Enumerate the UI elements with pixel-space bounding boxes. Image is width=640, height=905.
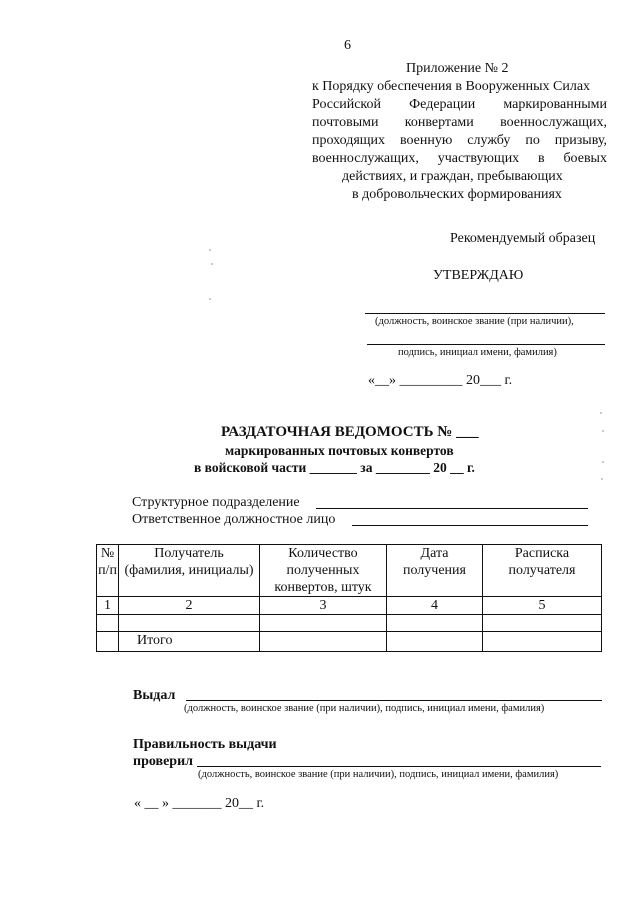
header-text: Количество bbox=[288, 546, 358, 561]
unit-label: Структурное подразделение bbox=[132, 495, 300, 510]
appendix-word: участвующих bbox=[437, 151, 520, 166]
table-cell bbox=[387, 632, 483, 652]
table-cell bbox=[97, 632, 119, 652]
approve-line-2 bbox=[367, 344, 605, 345]
page-number: 6 bbox=[344, 38, 351, 53]
appendix-word: военнослужащих, bbox=[312, 151, 419, 166]
approve-line-1 bbox=[365, 313, 605, 314]
header-cell-signature bbox=[483, 545, 602, 597]
appendix-word: почтовыми bbox=[312, 115, 379, 130]
table-cell: 2 bbox=[119, 597, 260, 615]
appendix-line-4 bbox=[312, 133, 607, 149]
header-cell-number bbox=[97, 545, 119, 597]
unit-field-line bbox=[316, 508, 588, 509]
header-cell-recipient bbox=[119, 545, 260, 597]
total-label: Итого bbox=[119, 632, 260, 652]
header-text: полученных bbox=[286, 563, 360, 578]
header-text: Получатель bbox=[154, 546, 224, 561]
header-text: (фамилия, инициалы) bbox=[124, 563, 254, 578]
table-cell bbox=[260, 632, 387, 652]
appendix-title: Приложение № 2 bbox=[406, 61, 509, 76]
appendix-line-6: действиях, и граждан, пребывающих bbox=[342, 169, 563, 184]
document-subtitle: маркированных почтовых конвертов bbox=[225, 443, 454, 458]
checked-label-2: проверил bbox=[133, 754, 193, 769]
issued-caption: (должность, воинское звание (при наличии), подпись, инициал имени, фамилия) bbox=[184, 703, 545, 714]
table-cell bbox=[260, 615, 387, 632]
checked-caption: (должность, воинское звание (при наличии), подпись, инициал имени, фамилия) bbox=[198, 769, 559, 780]
appendix-word: по bbox=[525, 133, 540, 148]
approve-caption-2: подпись, инициал имени, фамилия) bbox=[398, 347, 557, 358]
issued-label: Выдал bbox=[133, 688, 176, 703]
table-cell bbox=[119, 615, 260, 632]
table-cell bbox=[97, 615, 119, 632]
responsible-field-line bbox=[352, 525, 588, 526]
table-cell: 3 bbox=[260, 597, 387, 615]
header-text: Расписка bbox=[514, 546, 570, 561]
table-row bbox=[97, 615, 602, 632]
sample-note: Рекомендуемый образец bbox=[450, 231, 596, 246]
appendix-word: проходящих bbox=[312, 133, 386, 148]
appendix-line-1: к Порядку обеспечения в Вооруженных Силах bbox=[312, 79, 591, 94]
table-cell: 5 bbox=[483, 597, 602, 615]
appendix-line-3 bbox=[312, 115, 607, 131]
table-cell: 4 bbox=[387, 597, 483, 615]
responsible-label: Ответственное должностное лицо bbox=[132, 512, 336, 527]
final-date: « __ » _______ 20__ г. bbox=[134, 796, 265, 811]
appendix-line-7: в добровольческих формированиях bbox=[352, 187, 562, 202]
appendix-word: Российской bbox=[312, 97, 381, 112]
appendix-word: военную bbox=[400, 133, 453, 148]
header-text: конвертов, штук bbox=[274, 580, 372, 595]
header-text: Дата bbox=[420, 546, 449, 561]
appendix-word: Федерации bbox=[409, 97, 476, 112]
document-title: РАЗДАТОЧНАЯ ВЕДОМОСТЬ № ___ bbox=[221, 424, 479, 440]
table-cell bbox=[387, 615, 483, 632]
appendix-line-2 bbox=[312, 97, 607, 113]
table-cell bbox=[483, 632, 602, 652]
document-unit-line: в войсковой части _______ за ________ 20 __ г. bbox=[194, 460, 475, 475]
header-text: № bbox=[100, 546, 115, 561]
issued-line bbox=[186, 700, 602, 701]
checked-label-1: Правильность выдачи bbox=[133, 737, 277, 752]
approve-title: УТВЕРЖДАЮ bbox=[433, 268, 524, 283]
appendix-word: в bbox=[538, 151, 545, 166]
header-text: получателя bbox=[508, 563, 576, 578]
table-cell bbox=[483, 615, 602, 632]
checked-line bbox=[197, 766, 601, 767]
table-total-row bbox=[97, 632, 602, 652]
appendix-word: маркированными bbox=[503, 97, 607, 112]
header-cell-date bbox=[387, 545, 483, 597]
approve-caption-1: (должность, воинское звание (при наличии), bbox=[375, 316, 574, 327]
appendix-word: военнослужащих, bbox=[500, 115, 607, 130]
approve-date: «__» _________ 20___ г. bbox=[368, 373, 513, 388]
header-text: п/п bbox=[98, 563, 117, 578]
appendix-word: конвертами bbox=[404, 115, 474, 130]
header-cell-quantity bbox=[260, 545, 387, 597]
appendix-word: службу bbox=[467, 133, 511, 148]
table-number-row bbox=[97, 597, 602, 615]
table-cell: 1 bbox=[97, 597, 119, 615]
appendix-line-5 bbox=[312, 151, 607, 167]
appendix-word: призыву, bbox=[554, 133, 607, 148]
distribution-table bbox=[96, 544, 602, 652]
table-header-row bbox=[97, 545, 602, 597]
appendix-word: боевых bbox=[563, 151, 607, 166]
header-text: получения bbox=[403, 563, 466, 578]
